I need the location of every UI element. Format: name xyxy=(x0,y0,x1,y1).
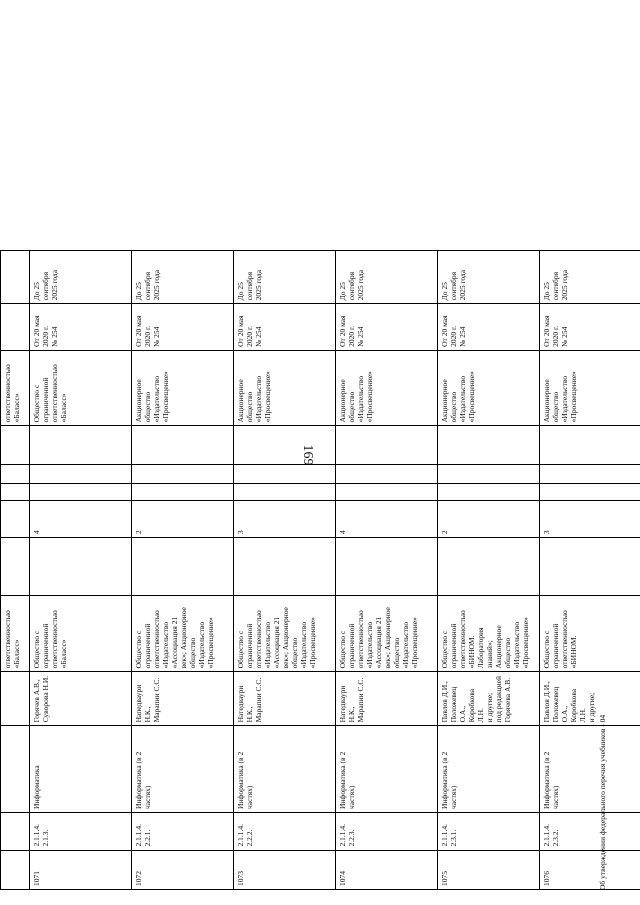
row-grade: 4 xyxy=(336,501,438,538)
row-publisher-2: Акционерное общество «Издательство «Просвещение» xyxy=(438,350,540,426)
row-number: 1071 xyxy=(30,850,132,889)
row-number: 1073 xyxy=(234,850,336,889)
rotated-table-container xyxy=(0,250,640,890)
row-title: Информатика (в 2 частях) xyxy=(132,726,234,813)
row-code: 2.1.1.4. 2.2.2. xyxy=(234,812,336,850)
row-until: До 25 сентября 2025 года xyxy=(234,251,336,304)
row-title: Информатика (в 2 частях) xyxy=(234,726,336,813)
table-row xyxy=(132,251,234,890)
row-publisher-2: Общество с ограниченной ответственностью «Баласс» xyxy=(30,350,132,426)
row-publisher-2: Акционерное общество «Издательство «Просвещение» xyxy=(336,350,438,426)
row-until: До 25 сентября 2025 года xyxy=(540,251,640,304)
table-header-row xyxy=(1,251,30,890)
row-order: От 20 мая 2020 г. № 254 xyxy=(132,304,234,350)
row-grade: 3 xyxy=(540,501,640,538)
row-title: Информатика (в 2 частях) xyxy=(336,726,438,813)
row-order: От 20 мая 2020 г. № 254 xyxy=(336,304,438,350)
row-publisher-2: Акционерное общество «Издательство «Просвещение» xyxy=(234,350,336,426)
row-authors: Натедваури Н.К., Марапии С.С. xyxy=(234,672,336,726)
row-until: До 25 сентября 2025 года xyxy=(438,251,540,304)
row-title: Информатика (в 2 частях) xyxy=(540,726,640,813)
row-until: До 25 сентября 2025 года xyxy=(30,251,132,304)
table-row xyxy=(540,251,640,890)
row-code: 2.1.1.4. 2.3.1. xyxy=(438,812,540,850)
table-row xyxy=(234,251,336,890)
page-number: 169 xyxy=(300,444,315,466)
row-until: До 25 сентября 2025 года xyxy=(336,251,438,304)
table-row xyxy=(438,251,540,890)
row-order: От 20 мая 2020 г. № 254 xyxy=(30,304,132,350)
header-publisher: ответственностью «Баласс» xyxy=(1,596,30,672)
row-publisher: Общество с ограниченной ответственностью «БИНОМ. xyxy=(540,596,640,672)
header-publisher-2: ответственностью «Баласс» xyxy=(1,350,30,426)
row-grade: 2 xyxy=(438,501,540,538)
table-row xyxy=(30,251,132,890)
row-title: Информатика xyxy=(30,726,132,813)
row-code: 2.1.1.4. 2.2.1. xyxy=(132,812,234,850)
row-publisher: Общество с ограниченной ответственностью «Издательство «Ассоциация 21 век»; Акционерное общество «Издательство «Просвещение» xyxy=(234,596,336,672)
row-authors: Напедваури Н.К., Марапии С.С. xyxy=(132,672,234,726)
row-publisher-2: Акционерное общество «Издательство «Просвещение» xyxy=(132,350,234,426)
row-grade: 4 xyxy=(30,501,132,538)
row-until: До 25 сентября 2025 года xyxy=(132,251,234,304)
row-code: 2.1.1.4. 2.2.3. xyxy=(336,812,438,850)
row-grade: 3 xyxy=(234,501,336,538)
row-publisher: Общество с ограниченной ответственностью «БИНОМ. Лаборатория знаний»; Акционерное общество «Издательство «Просвещение» xyxy=(438,596,540,672)
row-number: 1075 xyxy=(438,850,540,889)
table-row xyxy=(336,251,438,890)
row-publisher: Общество с ограниченной ответственностью «Баласс» xyxy=(30,596,132,672)
row-number: 1076 xyxy=(540,850,640,889)
row-code: 2.1.1.4. 2.3.2. xyxy=(540,812,640,850)
row-order: От 20 мая 2020 г. № 254 xyxy=(234,304,336,350)
row-order: От 20 мая 2020 г. № 254 xyxy=(540,304,640,350)
row-authors: Натедваури Н.К., Марапии С.С. xyxy=(336,672,438,726)
row-code: 2.1.1.4. 2.1.3. xyxy=(30,812,132,850)
row-title: Информатика (в 2 частях) xyxy=(438,726,540,813)
row-grade: 2 xyxy=(132,501,234,538)
row-publisher: Общество с ограниченной ответственностью «Издательство «Ассоциация 21 век»; Акционерное общество «Издательство «Просвещение» xyxy=(336,596,438,672)
row-publisher: Общество с ограниченной ответственностью «Издательство «Ассоциация 21 век»; Акционерное общество «Издательство «Просвещение» xyxy=(132,596,234,672)
row-order: От 20 мая 2020 г. № 254 xyxy=(438,304,540,350)
row-authors: Павлов Д.И., Положевец О.А., Коробкова Л.Н. и другие; под редакцией Горячева А.В. xyxy=(438,672,540,726)
row-number: 1074 xyxy=(336,850,438,889)
row-authors: Павлов Д.И., Положевец О.А., Коробкова Л.Н. и другие; xyxy=(540,672,640,726)
row-authors: Горячев А.В., Суворова Н.И. xyxy=(30,672,132,726)
footer-text: Об утверждении федерального перечня учебников - 04 xyxy=(598,714,607,890)
textbook-table xyxy=(0,250,640,890)
row-publisher-2: Акционерное общество «Издательство «Просвещение» xyxy=(540,350,640,426)
row-number: 1072 xyxy=(132,850,234,889)
